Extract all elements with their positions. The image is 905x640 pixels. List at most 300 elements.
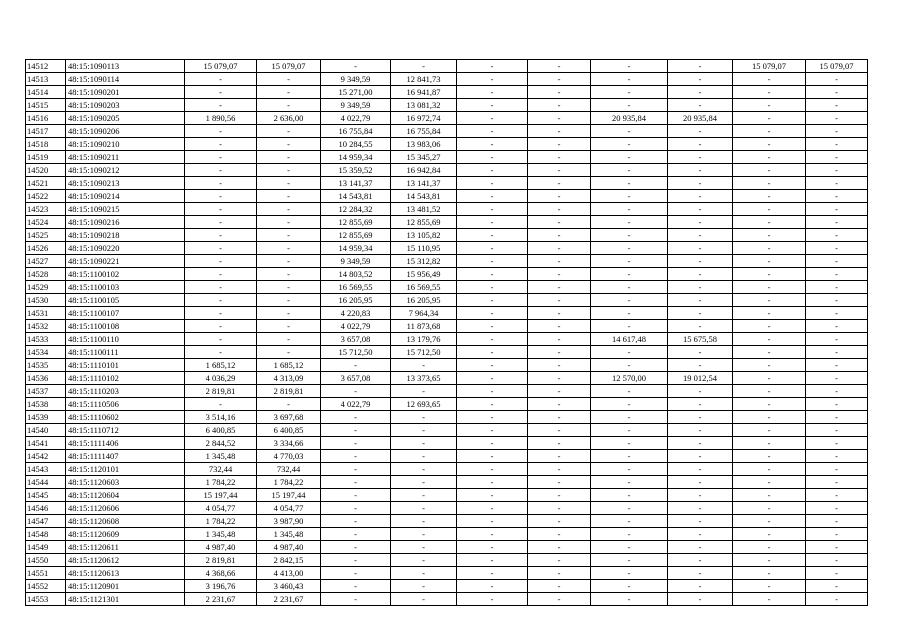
cell-value-col-9: - <box>733 99 806 112</box>
cell-value-col-4: 16 972,74 <box>391 112 457 125</box>
cell-value-col-1: - <box>185 138 257 151</box>
cell-value-col-3: - <box>321 359 391 372</box>
cell-value-col-7: - <box>591 567 668 580</box>
cell-value-col-4: - <box>391 411 457 424</box>
cell-cadastral-code: 48:15:1090216 <box>66 216 185 229</box>
cell-cadastral-code: 48:15:1090114 <box>66 73 185 86</box>
cell-value-col-7: - <box>591 359 668 372</box>
cell-value-col-9: - <box>733 242 806 255</box>
table-row <box>26 567 868 580</box>
cell-value-col-4: - <box>391 515 457 528</box>
cell-value-col-2: - <box>257 164 321 177</box>
cell-value-col-4: 13 105,82 <box>391 229 457 242</box>
cell-value-col-7: - <box>591 398 668 411</box>
cell-value-col-7: - <box>591 229 668 242</box>
cell-value-col-8: - <box>668 177 733 190</box>
cell-value-col-1: 15 079,07 <box>185 60 257 73</box>
cell-value-col-1: 1 784,22 <box>185 476 257 489</box>
cell-value-col-9: - <box>733 320 806 333</box>
cell-value-col-4: 13 373,65 <box>391 372 457 385</box>
table-row <box>26 281 868 294</box>
cell-value-col-1: 15 197,44 <box>185 489 257 502</box>
table-row <box>26 255 868 268</box>
cell-value-col-2: 4 313,09 <box>257 372 321 385</box>
cell-value-col-1: 3 196,76 <box>185 580 257 593</box>
cell-value-col-8: - <box>668 346 733 359</box>
table-row <box>26 372 868 385</box>
cell-row-number: 14548 <box>26 528 66 541</box>
cell-value-col-1: 1 345,48 <box>185 528 257 541</box>
cell-value-col-8: - <box>668 138 733 151</box>
cell-cadastral-code: 48:15:1110712 <box>66 424 185 437</box>
cell-value-col-4: 16 755,84 <box>391 125 457 138</box>
cell-value-col-5: - <box>457 86 528 99</box>
cell-value-col-10: - <box>806 580 868 593</box>
cell-value-col-6: - <box>528 424 591 437</box>
cell-row-number: 14512 <box>26 60 66 73</box>
cell-value-col-6: - <box>528 398 591 411</box>
cell-cadastral-code: 48:15:1100110 <box>66 333 185 346</box>
cell-value-col-9: - <box>733 203 806 216</box>
table-row <box>26 554 868 567</box>
cell-row-number: 14544 <box>26 476 66 489</box>
cell-value-col-6: - <box>528 164 591 177</box>
table-row <box>26 60 868 73</box>
cell-value-col-1: 2 844,52 <box>185 437 257 450</box>
cell-value-col-7: - <box>591 73 668 86</box>
cell-value-col-5: - <box>457 424 528 437</box>
cell-row-number: 14545 <box>26 489 66 502</box>
cell-value-col-9: - <box>733 229 806 242</box>
cell-value-col-5: - <box>457 281 528 294</box>
cell-value-col-8: - <box>668 242 733 255</box>
cell-row-number: 14517 <box>26 125 66 138</box>
cell-row-number: 14551 <box>26 567 66 580</box>
cell-value-col-8: - <box>668 476 733 489</box>
cell-value-col-9: - <box>733 268 806 281</box>
cell-row-number: 14540 <box>26 424 66 437</box>
cell-row-number: 14514 <box>26 86 66 99</box>
cell-value-col-5: - <box>457 463 528 476</box>
cell-cadastral-code: 48:15:1120606 <box>66 502 185 515</box>
cell-value-col-8: - <box>668 528 733 541</box>
cell-value-col-4: - <box>391 567 457 580</box>
cell-value-col-1: 4 368,66 <box>185 567 257 580</box>
cell-value-col-3: - <box>321 60 391 73</box>
cell-value-col-5: - <box>457 242 528 255</box>
cell-value-col-2: 4 770,03 <box>257 450 321 463</box>
cell-value-col-3: 4 220,83 <box>321 307 391 320</box>
cell-value-col-2: - <box>257 294 321 307</box>
cell-value-col-7: - <box>591 476 668 489</box>
cell-value-col-1: 3 514,16 <box>185 411 257 424</box>
cell-value-col-1: - <box>185 125 257 138</box>
cell-row-number: 14520 <box>26 164 66 177</box>
cell-value-col-1: - <box>185 190 257 203</box>
cell-value-col-3: 14 959,34 <box>321 151 391 164</box>
cell-value-col-4: 13 983,06 <box>391 138 457 151</box>
cell-value-col-7: - <box>591 437 668 450</box>
cell-value-col-9: - <box>733 541 806 554</box>
cell-value-col-7: - <box>591 307 668 320</box>
cell-value-col-6: - <box>528 73 591 86</box>
cell-value-col-4: 13 081,32 <box>391 99 457 112</box>
cell-value-col-8: - <box>668 216 733 229</box>
cell-value-col-3: - <box>321 580 391 593</box>
table-row <box>26 242 868 255</box>
cell-value-col-6: - <box>528 151 591 164</box>
table-row <box>26 515 868 528</box>
cell-cadastral-code: 48:15:1110602 <box>66 411 185 424</box>
cell-value-col-10: - <box>806 593 868 606</box>
cell-value-col-4: 16 942,84 <box>391 164 457 177</box>
cell-value-col-7: - <box>591 151 668 164</box>
cell-value-col-8: - <box>668 554 733 567</box>
table-row <box>26 112 868 125</box>
cell-value-col-4: - <box>391 359 457 372</box>
cell-value-col-10: - <box>806 554 868 567</box>
cell-value-col-5: - <box>457 320 528 333</box>
cell-value-col-5: - <box>457 580 528 593</box>
cell-value-col-8: - <box>668 190 733 203</box>
cell-cadastral-code: 48:15:1120609 <box>66 528 185 541</box>
cell-value-col-1: - <box>185 294 257 307</box>
cell-value-col-5: - <box>457 73 528 86</box>
cell-value-col-8: - <box>668 229 733 242</box>
cell-value-col-3: - <box>321 528 391 541</box>
table-row <box>26 151 868 164</box>
cell-row-number: 14529 <box>26 281 66 294</box>
table-row <box>26 411 868 424</box>
cell-value-col-3: 9 349,59 <box>321 99 391 112</box>
cell-value-col-8: - <box>668 164 733 177</box>
cell-value-col-5: - <box>457 385 528 398</box>
cell-cadastral-code: 48:15:1090211 <box>66 151 185 164</box>
cell-value-col-6: - <box>528 489 591 502</box>
cell-value-col-2: 4 987,40 <box>257 541 321 554</box>
cell-value-col-8: - <box>668 359 733 372</box>
cell-value-col-10: - <box>806 320 868 333</box>
cell-value-col-6: - <box>528 242 591 255</box>
cell-value-col-3: 3 657,08 <box>321 372 391 385</box>
cell-value-col-9: - <box>733 502 806 515</box>
cell-value-col-1: - <box>185 99 257 112</box>
cell-value-col-6: - <box>528 593 591 606</box>
cell-value-col-10: - <box>806 242 868 255</box>
cell-value-col-9: - <box>733 476 806 489</box>
cell-value-col-1: - <box>185 203 257 216</box>
cell-value-col-6: - <box>528 86 591 99</box>
cell-value-col-6: - <box>528 502 591 515</box>
cell-value-col-10: - <box>806 541 868 554</box>
cell-value-col-1: - <box>185 333 257 346</box>
cell-value-col-1: - <box>185 216 257 229</box>
cell-value-col-9: - <box>733 190 806 203</box>
cell-value-col-6: - <box>528 203 591 216</box>
cell-value-col-7: 14 617,48 <box>591 333 668 346</box>
table-row <box>26 502 868 515</box>
cell-value-col-3: 12 284,32 <box>321 203 391 216</box>
cell-value-col-3: 14 543,81 <box>321 190 391 203</box>
cell-row-number: 14549 <box>26 541 66 554</box>
cell-row-number: 14521 <box>26 177 66 190</box>
cell-value-col-2: - <box>257 229 321 242</box>
cell-value-col-4: 13 481,52 <box>391 203 457 216</box>
cell-value-col-5: - <box>457 268 528 281</box>
cell-value-col-5: - <box>457 138 528 151</box>
cell-value-col-7: - <box>591 125 668 138</box>
cell-value-col-3: - <box>321 489 391 502</box>
cell-value-col-7: - <box>591 268 668 281</box>
cell-value-col-6: - <box>528 333 591 346</box>
cell-row-number: 14516 <box>26 112 66 125</box>
cell-value-col-7: - <box>591 346 668 359</box>
cell-value-col-7: - <box>591 216 668 229</box>
cell-value-col-10: - <box>806 125 868 138</box>
cell-value-col-2: 2 819,81 <box>257 385 321 398</box>
cell-value-col-7: - <box>591 138 668 151</box>
cell-value-col-3: 16 569,55 <box>321 281 391 294</box>
cell-value-col-7: - <box>591 242 668 255</box>
cell-row-number: 14513 <box>26 73 66 86</box>
cell-value-col-4: - <box>391 528 457 541</box>
cell-value-col-5: - <box>457 177 528 190</box>
table-row <box>26 333 868 346</box>
cell-value-col-6: - <box>528 320 591 333</box>
cell-value-col-10: - <box>806 398 868 411</box>
cell-value-col-9: - <box>733 216 806 229</box>
table-row <box>26 463 868 476</box>
cell-value-col-8: - <box>668 385 733 398</box>
cell-value-col-4: - <box>391 437 457 450</box>
cell-value-col-8: - <box>668 463 733 476</box>
cell-value-col-8: - <box>668 60 733 73</box>
cell-value-col-10: - <box>806 437 868 450</box>
cell-value-col-9: - <box>733 489 806 502</box>
cell-row-number: 14522 <box>26 190 66 203</box>
cell-value-col-7: - <box>591 541 668 554</box>
cell-cadastral-code: 48:15:1090215 <box>66 203 185 216</box>
cell-value-col-10: - <box>806 86 868 99</box>
cell-cadastral-code: 48:15:1120611 <box>66 541 185 554</box>
cell-value-col-6: - <box>528 372 591 385</box>
cell-value-col-10: - <box>806 346 868 359</box>
cell-value-col-1: - <box>185 255 257 268</box>
cell-cadastral-code: 48:15:1100108 <box>66 320 185 333</box>
cell-value-col-4: - <box>391 580 457 593</box>
cell-value-col-3: 13 141,37 <box>321 177 391 190</box>
cell-cadastral-code: 48:15:1090221 <box>66 255 185 268</box>
cell-value-col-1: - <box>185 151 257 164</box>
cadastral-value-table <box>25 59 868 606</box>
cell-value-col-6: - <box>528 541 591 554</box>
cell-value-col-8: - <box>668 255 733 268</box>
cell-cadastral-code: 48:15:1111407 <box>66 450 185 463</box>
cell-value-col-2: - <box>257 138 321 151</box>
cell-value-col-3: 14 803,52 <box>321 268 391 281</box>
cell-value-col-8: - <box>668 515 733 528</box>
cell-value-col-9: - <box>733 86 806 99</box>
cell-value-col-7: - <box>591 385 668 398</box>
cell-value-col-2: - <box>257 125 321 138</box>
cell-value-col-1: 6 400,85 <box>185 424 257 437</box>
cell-value-col-10: - <box>806 307 868 320</box>
cell-value-col-7: - <box>591 424 668 437</box>
table-row <box>26 398 868 411</box>
cell-value-col-7: - <box>591 203 668 216</box>
cell-value-col-10: - <box>806 177 868 190</box>
cell-value-col-10: - <box>806 359 868 372</box>
cell-value-col-5: - <box>457 593 528 606</box>
cell-value-col-10: - <box>806 138 868 151</box>
cell-value-col-2: - <box>257 255 321 268</box>
cell-value-col-8: - <box>668 151 733 164</box>
cell-cadastral-code: 48:15:1090205 <box>66 112 185 125</box>
cell-value-col-6: - <box>528 294 591 307</box>
cell-value-col-5: - <box>457 515 528 528</box>
cell-value-col-8: - <box>668 411 733 424</box>
cell-value-col-2: 15 079,07 <box>257 60 321 73</box>
cell-value-col-1: 4 987,40 <box>185 541 257 554</box>
cell-row-number: 14523 <box>26 203 66 216</box>
cell-row-number: 14547 <box>26 515 66 528</box>
cell-row-number: 14519 <box>26 151 66 164</box>
cell-value-col-5: - <box>457 99 528 112</box>
cell-value-col-3: - <box>321 502 391 515</box>
cell-row-number: 14528 <box>26 268 66 281</box>
cell-value-col-5: - <box>457 333 528 346</box>
cell-value-col-6: - <box>528 515 591 528</box>
table-row <box>26 593 868 606</box>
cell-value-col-6: - <box>528 281 591 294</box>
cell-value-col-5: - <box>457 372 528 385</box>
cell-value-col-7: - <box>591 177 668 190</box>
cell-value-col-4: 15 712,50 <box>391 346 457 359</box>
cell-value-col-8: - <box>668 567 733 580</box>
cell-value-col-10: - <box>806 268 868 281</box>
cell-value-col-8: - <box>668 437 733 450</box>
cell-row-number: 14515 <box>26 99 66 112</box>
cell-cadastral-code: 48:15:1111406 <box>66 437 185 450</box>
cell-value-col-1: - <box>185 164 257 177</box>
cell-value-col-6: - <box>528 268 591 281</box>
cell-value-col-10: - <box>806 294 868 307</box>
cell-value-col-6: - <box>528 437 591 450</box>
cell-value-col-5: - <box>457 359 528 372</box>
cell-value-col-10: 15 079,07 <box>806 60 868 73</box>
cell-value-col-10: - <box>806 502 868 515</box>
cell-value-col-6: - <box>528 60 591 73</box>
cell-value-col-7: - <box>591 502 668 515</box>
cell-cadastral-code: 48:15:1120603 <box>66 476 185 489</box>
cell-value-col-1: 1 685,12 <box>185 359 257 372</box>
cell-value-col-2: - <box>257 281 321 294</box>
cell-cadastral-code: 48:15:1100107 <box>66 307 185 320</box>
cell-row-number: 14543 <box>26 463 66 476</box>
cell-value-col-2: - <box>257 398 321 411</box>
cell-row-number: 14541 <box>26 437 66 450</box>
cell-value-col-10: - <box>806 281 868 294</box>
cell-value-col-10: - <box>806 99 868 112</box>
cell-value-col-2: 2 231,67 <box>257 593 321 606</box>
cell-cadastral-code: 48:15:1090218 <box>66 229 185 242</box>
cell-value-col-2: - <box>257 307 321 320</box>
cell-value-col-1: 4 054,77 <box>185 502 257 515</box>
cell-value-col-7: - <box>591 60 668 73</box>
cell-value-col-7: - <box>591 255 668 268</box>
table-row <box>26 268 868 281</box>
cell-value-col-5: - <box>457 307 528 320</box>
cell-value-col-2: - <box>257 320 321 333</box>
cell-value-col-7: - <box>591 411 668 424</box>
cell-value-col-6: - <box>528 125 591 138</box>
cell-value-col-9: - <box>733 346 806 359</box>
cell-value-col-3: - <box>321 593 391 606</box>
table-row <box>26 138 868 151</box>
cell-value-col-8: - <box>668 502 733 515</box>
cell-value-col-1: 2 819,81 <box>185 385 257 398</box>
table-row <box>26 489 868 502</box>
cell-value-col-3: - <box>321 411 391 424</box>
cell-value-col-9: - <box>733 567 806 580</box>
cell-value-col-10: - <box>806 73 868 86</box>
cell-value-col-9: - <box>733 125 806 138</box>
cell-value-col-3: 9 349,59 <box>321 73 391 86</box>
cell-value-col-3: 12 855,69 <box>321 229 391 242</box>
cell-cadastral-code: 48:15:1110102 <box>66 372 185 385</box>
cell-row-number: 14535 <box>26 359 66 372</box>
cell-value-col-7: - <box>591 281 668 294</box>
cell-value-col-2: 6 400,85 <box>257 424 321 437</box>
cell-value-col-8: - <box>668 541 733 554</box>
cell-cadastral-code: 48:15:1121301 <box>66 593 185 606</box>
cell-value-col-1: 4 036,29 <box>185 372 257 385</box>
cell-value-col-3: 4 022,79 <box>321 320 391 333</box>
cell-value-col-10: - <box>806 190 868 203</box>
cell-value-col-5: - <box>457 411 528 424</box>
cell-value-col-2: - <box>257 177 321 190</box>
table-row <box>26 164 868 177</box>
cell-value-col-1: 2 819,81 <box>185 554 257 567</box>
cell-value-col-4: - <box>391 60 457 73</box>
cell-value-col-5: - <box>457 554 528 567</box>
cell-value-col-5: - <box>457 567 528 580</box>
cell-value-col-3: - <box>321 567 391 580</box>
cell-value-col-4: 13 179,76 <box>391 333 457 346</box>
cell-row-number: 14533 <box>26 333 66 346</box>
cell-value-col-10: - <box>806 372 868 385</box>
cell-value-col-3: 9 349,59 <box>321 255 391 268</box>
cell-value-col-4: 16 569,55 <box>391 281 457 294</box>
cell-cadastral-code: 48:15:1120604 <box>66 489 185 502</box>
cell-value-col-5: - <box>457 229 528 242</box>
table-row <box>26 99 868 112</box>
cell-value-col-4: 16 205,95 <box>391 294 457 307</box>
cell-value-col-9: - <box>733 437 806 450</box>
cell-value-col-10: - <box>806 411 868 424</box>
cell-value-col-3: - <box>321 437 391 450</box>
cell-value-col-4: 13 141,37 <box>391 177 457 190</box>
cell-value-col-10: - <box>806 489 868 502</box>
cell-value-col-2: 732,44 <box>257 463 321 476</box>
cell-value-col-7: - <box>591 450 668 463</box>
cell-row-number: 14550 <box>26 554 66 567</box>
cell-row-number: 14542 <box>26 450 66 463</box>
cell-value-col-10: - <box>806 476 868 489</box>
cell-value-col-8: - <box>668 86 733 99</box>
cell-value-col-7: - <box>591 190 668 203</box>
cell-value-col-10: - <box>806 203 868 216</box>
